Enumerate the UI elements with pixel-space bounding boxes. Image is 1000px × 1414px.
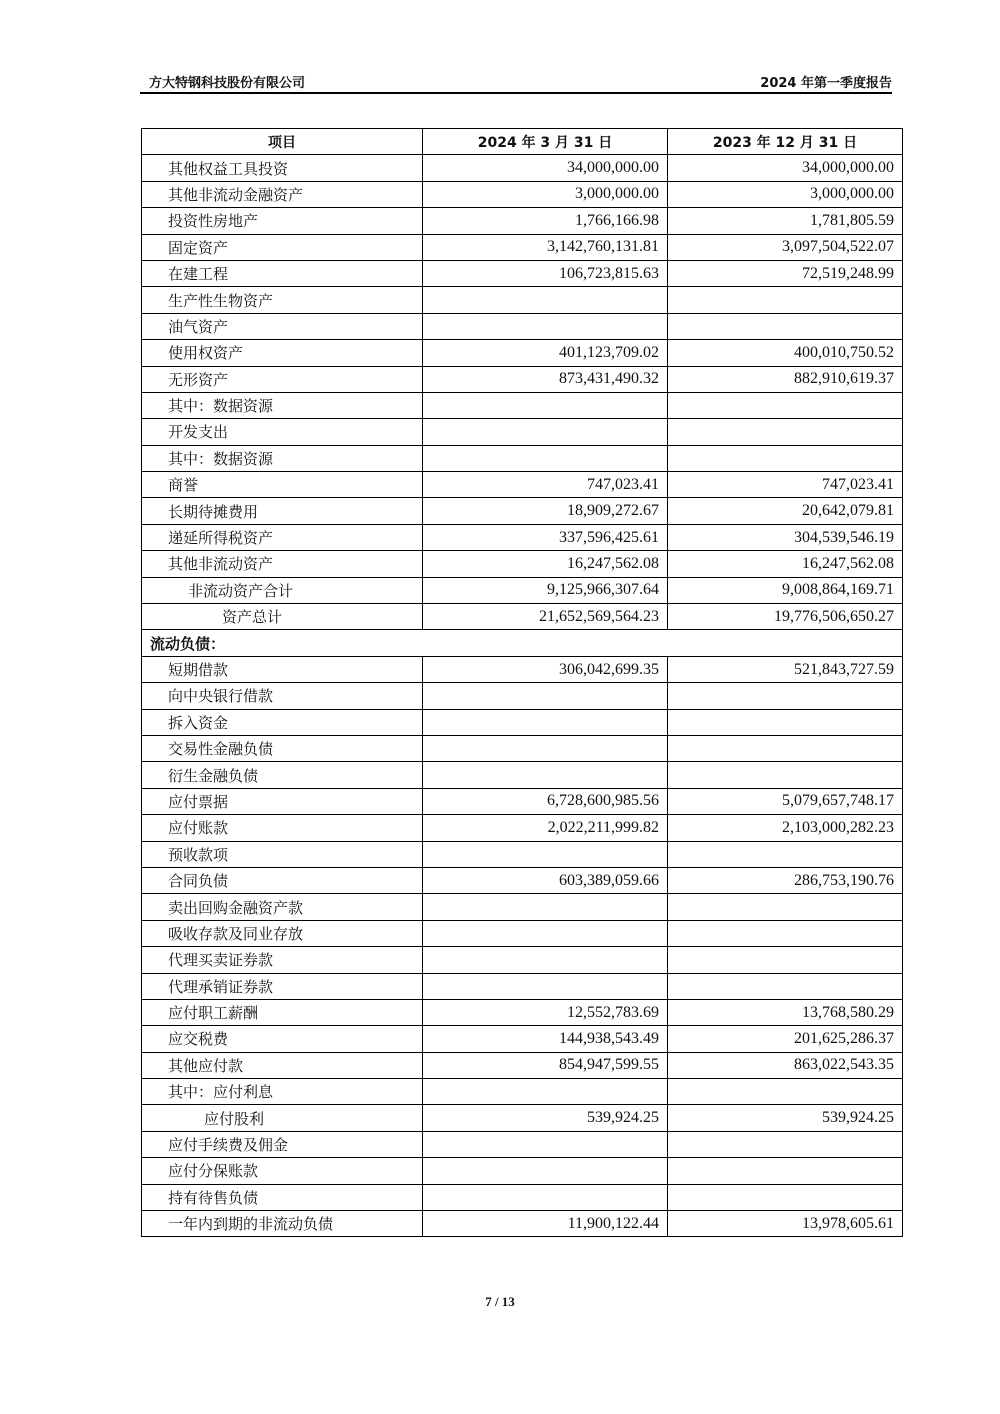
row-label: 拆入资金 — [142, 709, 423, 735]
company-name: 方大特钢科技股份有限公司 — [149, 76, 306, 91]
page-header — [140, 70, 892, 94]
value-2024-q1: 306,042,699.35 — [423, 656, 668, 682]
table-row — [142, 524, 903, 550]
row-label: 开发支出 — [142, 419, 423, 445]
table-row — [142, 815, 903, 841]
value-2023-year-end — [668, 1079, 903, 1105]
table-row — [142, 1211, 903, 1237]
value-2023-year-end — [668, 419, 903, 445]
table-row — [142, 155, 903, 181]
row-label: 其他非流动资产 — [142, 551, 423, 577]
row-label: 吸收存款及同业存放 — [142, 920, 423, 946]
table-row — [142, 630, 903, 656]
row-label: 向中央银行借款 — [142, 683, 423, 709]
table-row — [142, 709, 903, 735]
table-row — [142, 867, 903, 893]
table-row — [142, 1131, 903, 1157]
table-row — [142, 1079, 903, 1105]
value-2024-q1 — [423, 683, 668, 709]
value-2023-year-end: 863,022,543.35 — [668, 1052, 903, 1078]
value-2023-year-end: 286,753,190.76 — [668, 867, 903, 893]
value-2023-year-end: 201,625,286.37 — [668, 1026, 903, 1052]
value-2024-q1: 6,728,600,985.56 — [423, 788, 668, 814]
value-2023-year-end: 16,247,562.08 — [668, 551, 903, 577]
table-row — [142, 181, 903, 207]
row-label: 应交税费 — [142, 1026, 423, 1052]
table-row — [142, 762, 903, 788]
row-label: 递延所得税资产 — [142, 524, 423, 550]
value-2024-q1: 854,947,599.55 — [423, 1052, 668, 1078]
value-2023-year-end: 13,978,605.61 — [668, 1211, 903, 1237]
row-label: 衍生金融负债 — [142, 762, 423, 788]
value-2023-year-end — [668, 841, 903, 867]
value-2023-year-end: 5,079,657,748.17 — [668, 788, 903, 814]
table-row — [142, 287, 903, 313]
value-2024-q1 — [423, 313, 668, 339]
row-label: 其他非流动金融资产 — [142, 181, 423, 207]
row-label: 预收款项 — [142, 841, 423, 867]
table-row — [142, 1105, 903, 1131]
table-row — [142, 340, 903, 366]
column-header-item: 项目 — [142, 129, 423, 155]
value-2024-q1 — [423, 445, 668, 471]
value-2023-year-end — [668, 1184, 903, 1210]
table-row — [142, 551, 903, 577]
value-2024-q1: 3,000,000.00 — [423, 181, 668, 207]
table-row — [142, 999, 903, 1025]
value-2023-year-end: 2,103,000,282.23 — [668, 815, 903, 841]
value-2024-q1: 539,924.25 — [423, 1105, 668, 1131]
value-2024-q1 — [423, 1131, 668, 1157]
table-row — [142, 656, 903, 682]
value-2023-year-end: 13,768,580.29 — [668, 999, 903, 1025]
value-2024-q1: 401,123,709.02 — [423, 340, 668, 366]
value-2023-year-end: 20,642,079.81 — [668, 498, 903, 524]
value-2024-q1: 873,431,490.32 — [423, 366, 668, 392]
row-label: 油气资产 — [142, 313, 423, 339]
value-2024-q1: 106,723,815.63 — [423, 260, 668, 286]
table-row — [142, 683, 903, 709]
row-label: 应付分保账款 — [142, 1158, 423, 1184]
table-header-row — [142, 129, 903, 155]
page-number: 7 / 13 — [485, 1294, 515, 1309]
value-2024-q1: 21,652,569,564.23 — [423, 604, 668, 630]
value-2024-q1: 1,766,166.98 — [423, 208, 668, 234]
value-2024-q1 — [423, 762, 668, 788]
row-label: 持有待售负债 — [142, 1184, 423, 1210]
row-label: 应付账款 — [142, 815, 423, 841]
row-label: 投资性房地产 — [142, 208, 423, 234]
value-2024-q1: 16,247,562.08 — [423, 551, 668, 577]
row-label: 其中：数据资源 — [142, 392, 423, 418]
value-2023-year-end — [668, 762, 903, 788]
table-row — [142, 392, 903, 418]
value-2023-year-end — [668, 947, 903, 973]
table-row — [142, 577, 903, 603]
row-label: 代理买卖证券款 — [142, 947, 423, 973]
row-label: 资产总计 — [142, 604, 423, 630]
value-2024-q1 — [423, 735, 668, 761]
row-label: 其中：应付利息 — [142, 1079, 423, 1105]
table-row — [142, 1052, 903, 1078]
table-row — [142, 894, 903, 920]
value-2024-q1 — [423, 973, 668, 999]
value-2024-q1: 11,900,122.44 — [423, 1211, 668, 1237]
table-row — [142, 735, 903, 761]
table-row — [142, 1026, 903, 1052]
row-label: 其中：数据资源 — [142, 445, 423, 471]
column-header-2024: 2024 年 3 月 31 日 — [423, 129, 668, 155]
table-row — [142, 973, 903, 999]
value-2023-year-end — [668, 894, 903, 920]
table-row — [142, 366, 903, 392]
table-row — [142, 472, 903, 498]
value-2024-q1 — [423, 709, 668, 735]
row-label: 其他权益工具投资 — [142, 155, 423, 181]
table-row — [142, 788, 903, 814]
value-2023-year-end — [668, 709, 903, 735]
value-2023-year-end — [668, 735, 903, 761]
value-2024-q1: 603,389,059.66 — [423, 867, 668, 893]
value-2024-q1 — [423, 841, 668, 867]
row-label: 商誉 — [142, 472, 423, 498]
row-label: 代理承销证券款 — [142, 973, 423, 999]
value-2024-q1 — [423, 920, 668, 946]
balance-sheet-table — [141, 128, 903, 1237]
row-label: 合同负债 — [142, 867, 423, 893]
row-label: 长期待摊费用 — [142, 498, 423, 524]
row-label: 无形资产 — [142, 366, 423, 392]
table-row — [142, 419, 903, 445]
row-label: 非流动资产合计 — [142, 577, 423, 603]
value-2024-q1: 747,023.41 — [423, 472, 668, 498]
row-label: 一年内到期的非流动负债 — [142, 1211, 423, 1237]
value-2024-q1 — [423, 419, 668, 445]
section-heading: 流动负债： — [142, 630, 903, 656]
value-2024-q1: 3,142,760,131.81 — [423, 234, 668, 260]
value-2024-q1: 144,938,543.49 — [423, 1026, 668, 1052]
value-2024-q1 — [423, 1158, 668, 1184]
value-2023-year-end — [668, 973, 903, 999]
value-2023-year-end: 521,843,727.59 — [668, 656, 903, 682]
row-label: 应付职工薪酬 — [142, 999, 423, 1025]
value-2023-year-end: 3,097,504,522.07 — [668, 234, 903, 260]
value-2023-year-end — [668, 920, 903, 946]
value-2023-year-end: 3,000,000.00 — [668, 181, 903, 207]
row-label: 卖出回购金融资产款 — [142, 894, 423, 920]
value-2023-year-end: 19,776,506,650.27 — [668, 604, 903, 630]
value-2024-q1 — [423, 287, 668, 313]
row-label: 交易性金融负债 — [142, 735, 423, 761]
value-2023-year-end: 304,539,546.19 — [668, 524, 903, 550]
value-2024-q1 — [423, 894, 668, 920]
table-row — [142, 1184, 903, 1210]
row-label: 固定资产 — [142, 234, 423, 260]
value-2024-q1: 12,552,783.69 — [423, 999, 668, 1025]
row-label: 其他应付款 — [142, 1052, 423, 1078]
table-row — [142, 208, 903, 234]
value-2024-q1: 18,909,272.67 — [423, 498, 668, 524]
value-2023-year-end — [668, 287, 903, 313]
value-2023-year-end: 539,924.25 — [668, 1105, 903, 1131]
row-label: 生产性生物资产 — [142, 287, 423, 313]
value-2023-year-end — [668, 313, 903, 339]
table-row — [142, 604, 903, 630]
value-2024-q1: 2,022,211,999.82 — [423, 815, 668, 841]
table-row — [142, 920, 903, 946]
value-2024-q1: 9,125,966,307.64 — [423, 577, 668, 603]
table-row — [142, 313, 903, 339]
value-2024-q1: 337,596,425.61 — [423, 524, 668, 550]
table-row — [142, 947, 903, 973]
table-row — [142, 1158, 903, 1184]
value-2023-year-end — [668, 1158, 903, 1184]
value-2024-q1 — [423, 392, 668, 418]
value-2024-q1 — [423, 1079, 668, 1105]
table-row — [142, 841, 903, 867]
value-2023-year-end: 9,008,864,169.71 — [668, 577, 903, 603]
value-2023-year-end — [668, 445, 903, 471]
value-2023-year-end: 72,519,248.99 — [668, 260, 903, 286]
report-title: 2024 年第一季度报告 — [760, 76, 892, 91]
value-2023-year-end — [668, 1131, 903, 1157]
row-label: 在建工程 — [142, 260, 423, 286]
value-2023-year-end — [668, 683, 903, 709]
value-2023-year-end: 400,010,750.52 — [668, 340, 903, 366]
value-2023-year-end: 34,000,000.00 — [668, 155, 903, 181]
table-row — [142, 445, 903, 471]
table-row — [142, 260, 903, 286]
table-row — [142, 234, 903, 260]
value-2023-year-end: 882,910,619.37 — [668, 366, 903, 392]
value-2024-q1 — [423, 1184, 668, 1210]
value-2023-year-end: 1,781,805.59 — [668, 208, 903, 234]
row-label: 使用权资产 — [142, 340, 423, 366]
row-label: 应付手续费及佣金 — [142, 1131, 423, 1157]
value-2024-q1 — [423, 947, 668, 973]
row-label: 应付股利 — [142, 1105, 423, 1131]
value-2023-year-end — [668, 392, 903, 418]
value-2023-year-end: 747,023.41 — [668, 472, 903, 498]
row-label: 短期借款 — [142, 656, 423, 682]
column-header-2023: 2023 年 12 月 31 日 — [668, 129, 903, 155]
value-2024-q1: 34,000,000.00 — [423, 155, 668, 181]
row-label: 应付票据 — [142, 788, 423, 814]
table-row — [142, 498, 903, 524]
